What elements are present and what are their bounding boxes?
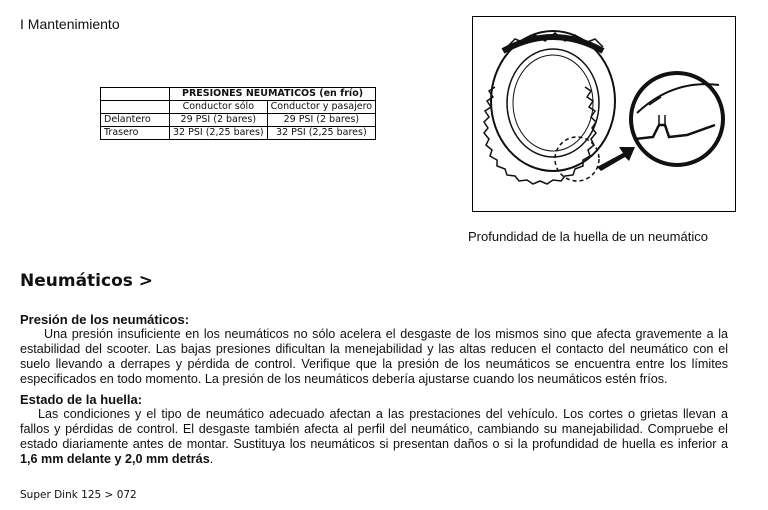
table-column-header: Conductor y pasajero [267, 101, 375, 114]
table-cell: 29 PSI (2 bares) [267, 114, 375, 127]
table-header-empty [101, 101, 170, 114]
tread-limit: 1,6 mm delante y 2,0 mm detrás [20, 452, 210, 466]
figure-caption: Profundidad de la huella de un neumático [468, 229, 708, 244]
tread-heading: Estado de la huella: [20, 392, 143, 407]
page-header: I Mantenimiento [20, 16, 120, 32]
table-row [101, 114, 376, 127]
table-cell: 29 PSI (2 bares) [170, 114, 268, 127]
table-cell: 32 PSI (2,25 bares) [267, 127, 375, 140]
tread-end: . [209, 452, 214, 466]
table-row-label: Trasero [101, 127, 170, 140]
table-row-label: Delantero [101, 114, 170, 127]
table-column-header: Conductor sólo [170, 101, 268, 114]
tire-tread-drawing [473, 17, 735, 211]
tread-section [20, 392, 728, 467]
tire-tread-illustration [472, 16, 736, 212]
table-title: PRESIONES NEUMÁTICOS (en frío) [170, 88, 376, 101]
tread-paragraph [20, 407, 728, 467]
pressure-paragraph: Una presión insuficiente en los neumáticos no sólo acelera el desgaste de los mismos sino que afecta gravemente a la estabilidad del scooter. Las bajas presiones dificultan la menejabilidad y las altas reducen el contacto del neumático con el suelo llevando a derrapes y pérdida de control. Verifique que la presión de los neumáticos se encuentra entre los límites especificados en todo momento. La presión de los neumáticos debería ajustarse cuando los neumáticos estén fríos. [20, 327, 728, 386]
pressure-heading: Presión de los neumáticos: [20, 312, 190, 327]
page-footer: Super Dink 125 > 072 [20, 489, 137, 501]
table-row [101, 127, 376, 140]
tread-body: Las condiciones y el tipo de neumático adecuado afectan a las prestaciones del vehículo. Los cortes o grietas llevan a fallos y pérdidas de control. El desgaste también afecta al perfil del neumático, cambiando su manejabilidad. Compruebe el estado diariamente antes de montar. Sustituya los neumáticos si presentan daños o si la profundidad de huella es inferior a [20, 407, 728, 451]
table-cell: 32 PSI (2,25 bares) [170, 127, 268, 140]
table-corner [101, 88, 170, 101]
pressure-section [20, 312, 728, 387]
section-title: Neumáticos > [20, 271, 154, 291]
tire-pressure-table [100, 87, 376, 140]
